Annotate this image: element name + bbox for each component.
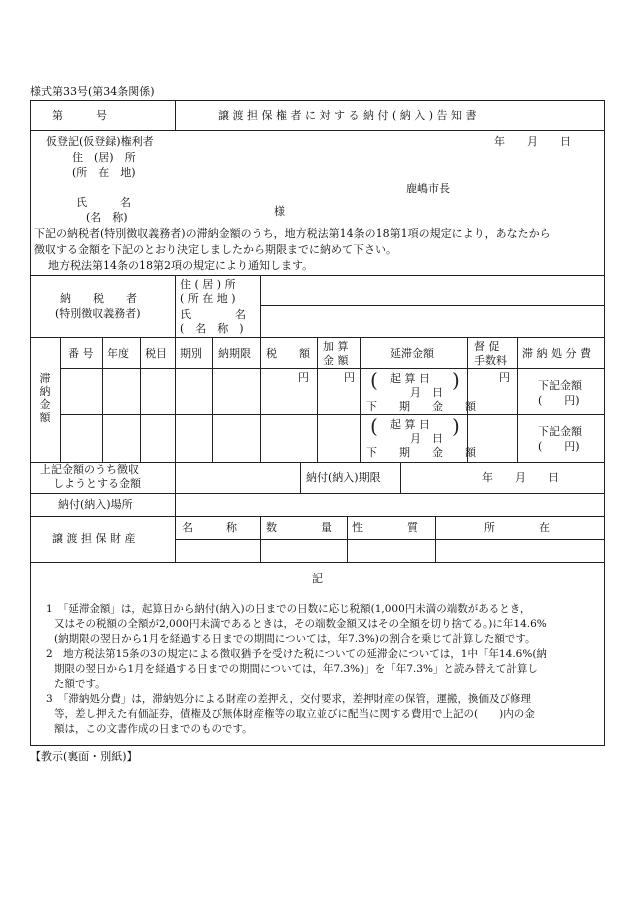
lower-period-label: 下 期 金 額: [366, 446, 476, 459]
property-col-nature: 性 質: [352, 521, 418, 534]
row-line: [30, 516, 605, 517]
col-line: [260, 275, 261, 337]
note-line: 等，差し押えた有価証券，債権及び無体財産権等の取立並びに配当に関する費用で上記の( )内の金: [54, 708, 535, 720]
notes-title: 記: [312, 572, 323, 585]
row-line: [260, 305, 605, 306]
col-line: [360, 337, 361, 462]
payment-deadline-date: 年 月 日: [482, 471, 559, 484]
start-day-label: 起 算 日: [390, 372, 430, 385]
month-day-label: 月 日: [410, 386, 443, 399]
bracket-right: ): [452, 368, 460, 392]
yen-unit: 円: [298, 371, 309, 384]
taxpayer-sublabel: (特別徴収義務者): [55, 307, 141, 320]
document-number: 第 号: [52, 109, 107, 122]
header-late-fee: 延滞金額: [390, 347, 434, 360]
holder-label: 仮登記(仮登録)権利者: [46, 135, 154, 148]
row-line: [60, 414, 605, 415]
lower-period-label: 下 期 金 額: [366, 400, 476, 413]
header-disposal: 滞 納 処 分 費: [522, 347, 591, 360]
col-line: [175, 516, 176, 562]
payment-deadline-label: 納付(納入)期限: [306, 471, 381, 484]
address-label: 住 (居) 所: [72, 151, 136, 164]
col-line: [517, 337, 518, 462]
col-line: [347, 516, 348, 562]
header-tax-item: 税目: [145, 347, 167, 360]
col-line: [102, 337, 103, 462]
lower-amount-label: 下記金額: [538, 379, 582, 392]
col-line: [260, 516, 261, 562]
header-fee: 手数料: [474, 354, 507, 367]
start-day-label: 起 算 日: [390, 418, 430, 431]
property-col-name: 名 称: [182, 521, 237, 534]
header-deadline: 納期限: [218, 347, 251, 360]
yen-unit: 円: [499, 371, 510, 384]
month-day-label: 月 日: [410, 432, 443, 445]
bracket-left: (: [370, 414, 378, 438]
col-line: [400, 462, 401, 493]
row-line: [175, 539, 605, 540]
taxpayer-label: 納 税 者: [60, 292, 137, 305]
header-addition-amount: 金 額: [323, 354, 349, 367]
honorific: 様: [274, 205, 285, 218]
col-line: [140, 337, 141, 462]
lower-amount-yen: ( 円): [538, 394, 580, 407]
col-line: [60, 337, 61, 462]
col-line: [435, 516, 436, 562]
header-number: 番 号: [68, 347, 94, 360]
col-line: [317, 337, 318, 462]
row-line: [30, 493, 605, 494]
appeal-notice: 【教示(裏面・別紙)】: [30, 750, 138, 763]
taxpayer-location-label: ( 所 在 地 ): [180, 292, 236, 305]
notice-text: 徴収する金額を下記のとおり決定しましたから期限までに納めて下さい。: [34, 243, 397, 256]
note-line: (納期限の翌日から1月を経過する日までの期間については，年7.3%)の割合を乗じて計算した額です。: [54, 633, 536, 645]
note-line: 2 地方税法第15条の3の規定による徴収猶予を受けた税についての延滞金については，1中「年14.6%(納: [46, 648, 547, 660]
header-period: 期別: [180, 347, 202, 360]
lower-amount-label: 下記金額: [538, 425, 582, 438]
col-line: [175, 462, 176, 516]
col-line: [260, 337, 261, 462]
title-label: (名 称): [86, 211, 128, 224]
header-reminder: 督 促: [474, 340, 500, 353]
col-line: [175, 100, 176, 130]
document-title: 譲 渡 担 保 権 者 に 対 す る 納 付 ( 納 入 ) 告 知 書: [218, 109, 477, 122]
bracket-left: (: [370, 368, 378, 392]
issue-date: 年 月 日: [494, 135, 571, 148]
payment-place-label: 納付(納入)場所: [58, 498, 133, 511]
yen-unit: 円: [344, 371, 355, 384]
property-label: 譲 渡 担 保 財 産: [52, 532, 136, 545]
property-col-quantity: 数 量: [266, 521, 332, 534]
col-line: [212, 337, 213, 462]
taxpayer-name-label: 氏 名: [180, 308, 246, 321]
row-line: [30, 562, 605, 563]
lower-amount-yen: ( 円): [538, 440, 580, 453]
property-col-location: 所 在: [484, 521, 550, 534]
form-number: 様式第33号(第34条関係): [30, 85, 155, 98]
note-line: 3 「滞納処分費」は，滞納処分による財産の差押え，交付要求，差押財産の保管，運搬，換価及び修理: [46, 693, 532, 705]
name-label: 氏 名: [76, 196, 131, 209]
col-line: [175, 275, 176, 337]
notice-text: 地方税法第14条の18第2項の規定により通知します。: [48, 259, 314, 272]
collection-sublabel: しようとする金額: [53, 477, 141, 490]
header-tax-amount: 税 額: [266, 347, 310, 360]
location-label: (所 在 地): [72, 166, 136, 179]
col-line: [175, 337, 176, 462]
header-year: 年度: [107, 347, 129, 360]
arrears-side-label: 滞納金額: [39, 372, 51, 424]
row-line: [60, 368, 605, 369]
note-line: 1 「延滞金額」は，起算日から納付(納入)の日までの日数に応じ税額(1,000円未満の端数があるとき，: [46, 603, 531, 615]
collection-label: 上記金額のうち徴収: [40, 463, 139, 476]
taxpayer-title-label: ( 名 称 ): [180, 322, 244, 335]
row-line: [30, 275, 605, 276]
header-addition: 加 算: [323, 340, 349, 353]
issuer-name: 鹿嶋市長: [406, 182, 450, 195]
taxpayer-address-label: 住 ( 居 ) 所: [180, 278, 236, 291]
note-line: た額です。: [54, 678, 106, 690]
notice-text: 下記の納税者(特別徴収義務者)の滞納金額のうち，地方税法第14条の18第1項の規定により，あなたから: [34, 227, 551, 240]
note-line: 又はその税額の全額が2,000円未満であるときは，その端数金額又はその全額を切り捨てる。)に年14.6%: [54, 618, 547, 630]
note-line: 期限の翌日から1月を経過する日までの期間については，年7.3%)」を「年7.3%」と読み替えて計算し: [54, 663, 538, 675]
row-line: [30, 130, 605, 131]
note-line: 額は，この文書作成の日までのものです。: [54, 723, 253, 735]
bracket-right: ): [452, 414, 460, 438]
col-line: [300, 462, 301, 493]
